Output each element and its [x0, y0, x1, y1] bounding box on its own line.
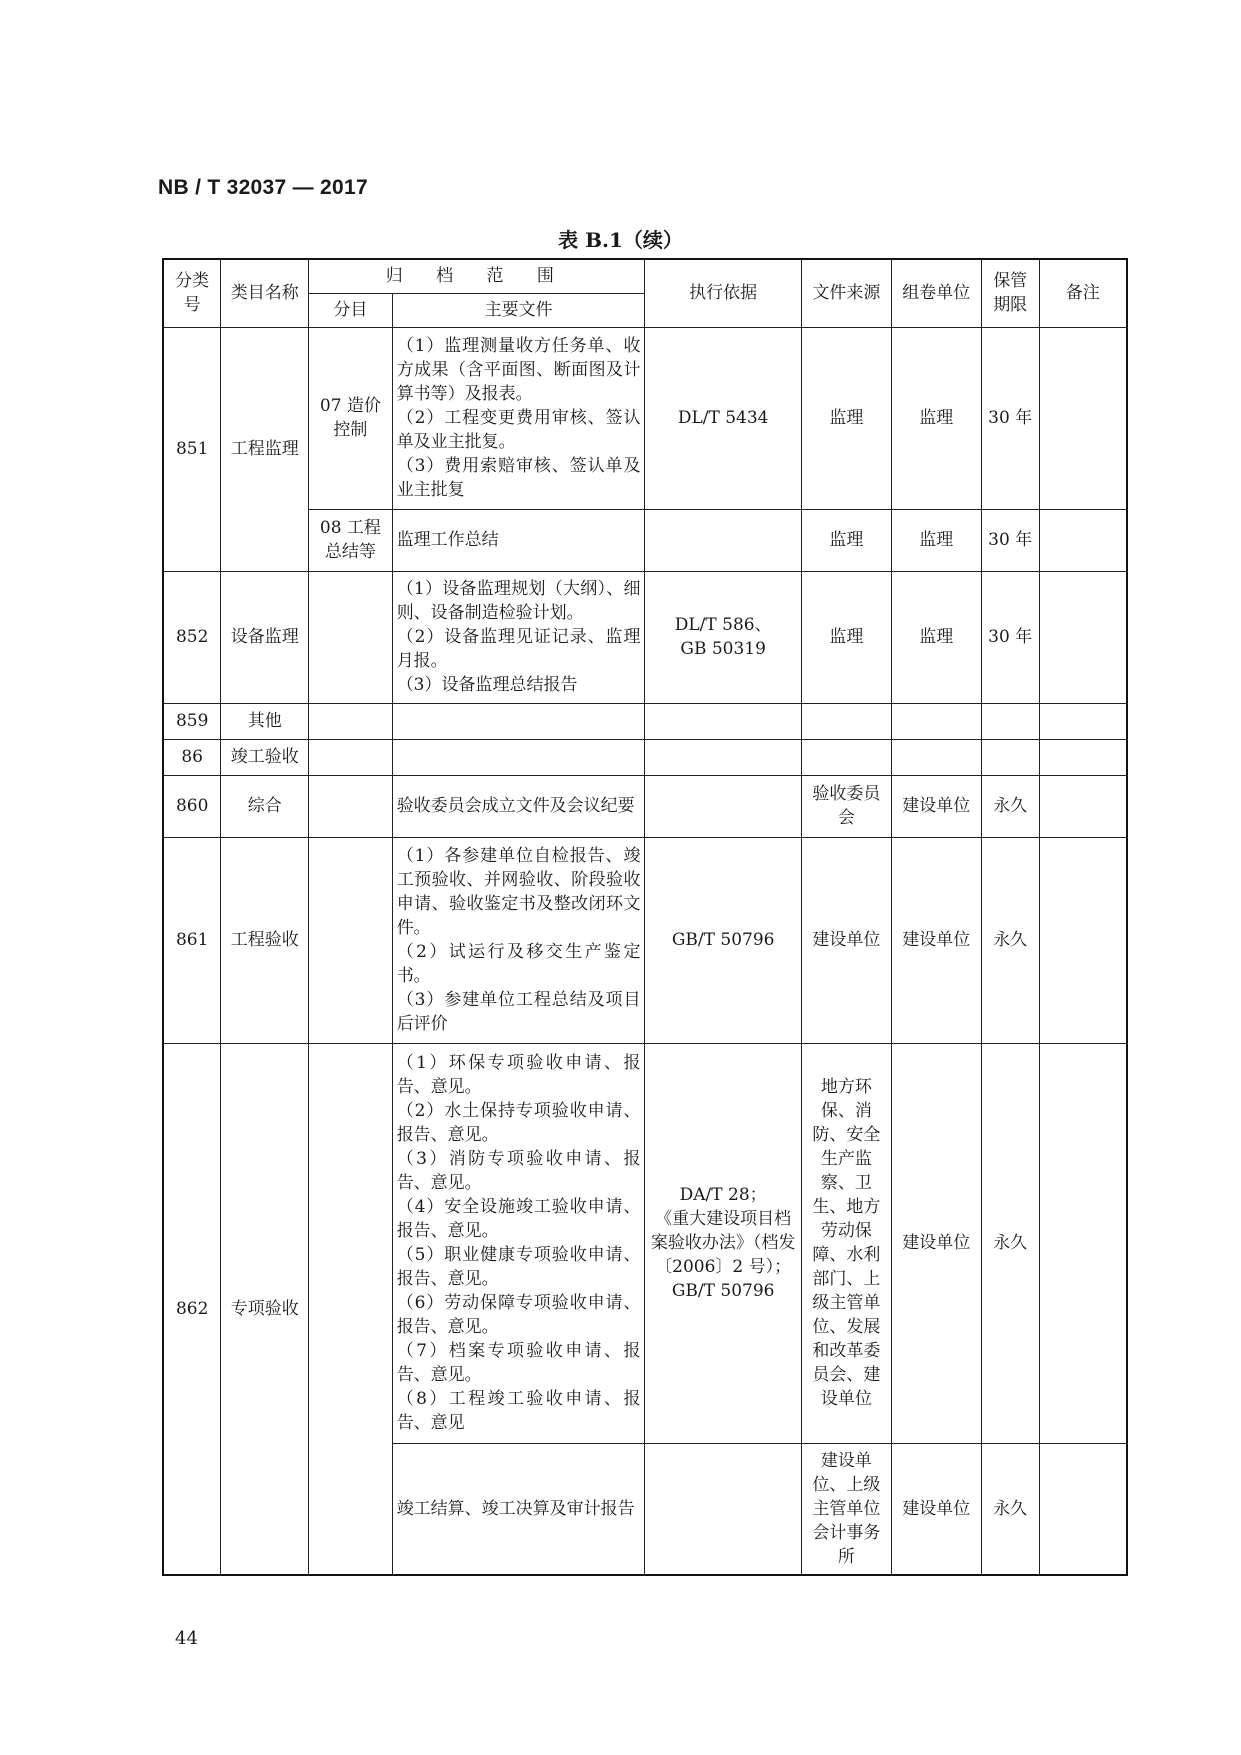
cell-code: 852 [163, 571, 221, 703]
cell-remark [1039, 837, 1127, 1043]
cell-source: 监理 [801, 509, 891, 571]
cell-code: 860 [163, 775, 221, 837]
table-row-859 [163, 703, 1127, 739]
header-category: 类目名称 [221, 259, 309, 327]
cell-basis [645, 775, 801, 837]
cell-basis: DA/T 28； 《重大建设项目档案验收办法》（档发〔2006〕2 号）； GB/T 50796 [645, 1043, 801, 1443]
cell-source: 验收委员会 [801, 775, 891, 837]
cell-category: 专项验收 [221, 1043, 309, 1575]
header-unit: 组卷单位 [891, 259, 981, 327]
cell-unit: 监理 [891, 327, 981, 509]
cell-period: 永久 [981, 837, 1039, 1043]
cell-sub [309, 775, 393, 837]
cell-unit: 监理 [891, 571, 981, 703]
cell-main-files: 监理工作总结 [392, 509, 645, 571]
table-row-852 [163, 571, 1127, 703]
cell-code: 851 [163, 327, 221, 571]
cell-main-files: 竣工结算、竣工决算及审计报告 [392, 1443, 645, 1575]
table-row-86 [163, 739, 1127, 775]
cell-category: 工程验收 [221, 837, 309, 1043]
cell-unit: 监理 [891, 509, 981, 571]
cell-source: 地方环保、消防、安全生产监察、卫生、地方劳动保障、水利部门、上级主管单位、发展和改革委员会、建设单位 [801, 1043, 891, 1443]
cell-remark [1039, 571, 1127, 703]
cell-unit: 建设单位 [891, 775, 981, 837]
cell-category: 竣工验收 [221, 739, 309, 775]
table-row-861 [163, 837, 1127, 1043]
cell-remark [1039, 1443, 1127, 1575]
page-number: 44 [175, 1628, 198, 1649]
cell-category: 设备监理 [221, 571, 309, 703]
cell-code: 859 [163, 703, 221, 739]
cell-sub: 08 工程总结等 [309, 509, 393, 571]
table-row-862 [163, 1043, 1127, 1443]
cell-source: 建设单位、上级主管单位会计事务所 [801, 1443, 891, 1575]
table-title: 表 B.1（续） [558, 228, 683, 252]
cell-unit: 建设单位 [891, 1043, 981, 1443]
cell-code: 861 [163, 837, 221, 1043]
cell-period: 永久 [981, 1443, 1039, 1575]
cell-sub [309, 1043, 393, 1575]
header-scope: 归 档 范 围 [309, 259, 645, 293]
cell-category: 工程监理 [221, 327, 309, 571]
cell-period: 30 年 [981, 571, 1039, 703]
cell-sub: 07 造价控制 [309, 327, 393, 509]
cell-remark [1039, 509, 1127, 571]
header-code: 分类号 [163, 259, 221, 327]
cell-period: 永久 [981, 1043, 1039, 1443]
header-remark: 备注 [1039, 259, 1127, 327]
cell-basis: GB/T 50796 [645, 837, 801, 1043]
cell-period: 30 年 [981, 327, 1039, 509]
header-basis: 执行依据 [645, 259, 801, 327]
header-source: 文件来源 [801, 259, 891, 327]
cell-main-files: 验收委员会成立文件及会议纪要 [392, 775, 645, 837]
cell-remark [1039, 327, 1127, 509]
table-row-860 [163, 775, 1127, 837]
cell-source: 监理 [801, 327, 891, 509]
cell-basis: DL/T 586、 GB 50319 [645, 571, 801, 703]
standard-code: NB / T 32037 — 2017 [158, 176, 368, 199]
cell-sub [309, 571, 393, 703]
cell-remark [1039, 1043, 1127, 1443]
cell-source: 监理 [801, 571, 891, 703]
cell-unit: 建设单位 [891, 1443, 981, 1575]
cell-main-files: （1）设备监理规划（大纲）、细则、设备制造检验计划。 （2）设备监理见证记录、监理月报。 （3）设备监理总结报告 [392, 571, 645, 703]
cell-main-files: （1）环保专项验收申请、报告、意见。 （2）水土保持专项验收申请、报告、意见。 （3）消防专项验收申请、报告、意见。 （4）安全设施竣工验收申请、报告、意见。 （5）职业健康专项验收申请、报告、意见。 （6）劳动保障专项验收申请、报告、意见。 （7）档案专项验收申请、报告、意见。 （8）工程竣工验收申请、报告、意见 [392, 1043, 645, 1443]
cell-code: 86 [163, 739, 221, 775]
header-row-1 [163, 259, 1127, 293]
cell-main-files: （1）监理测量收方任务单、收方成果（含平面图、断面图及计算书等）及报表。 （2）工程变更费用审核、签认单及业主批复。 （3）费用索赔审核、签认单及业主批复 [392, 327, 645, 509]
cell-source: 建设单位 [801, 837, 891, 1043]
cell-remark [1039, 775, 1127, 837]
header-main-files: 主要文件 [392, 293, 645, 327]
cell-period: 30 年 [981, 509, 1039, 571]
cell-code: 862 [163, 1043, 221, 1575]
cell-basis: DL/T 5434 [645, 327, 801, 509]
cell-sub [309, 837, 393, 1043]
cell-category: 综合 [221, 775, 309, 837]
header-sub: 分目 [309, 293, 393, 327]
archive-scope-table [162, 258, 1128, 1576]
cell-period: 永久 [981, 775, 1039, 837]
cell-category: 其他 [221, 703, 309, 739]
table-row-851 [163, 327, 1127, 509]
cell-unit: 建设单位 [891, 837, 981, 1043]
header-period: 保管期限 [981, 259, 1039, 327]
cell-basis [645, 509, 801, 571]
cell-main-files: （1）各参建单位自检报告、竣工预验收、并网验收、阶段验收申请、验收鉴定书及整改闭环文件。 （2）试运行及移交生产鉴定书。 （3）参建单位工程总结及项目后评价 [392, 837, 645, 1043]
cell-basis [645, 1443, 801, 1575]
